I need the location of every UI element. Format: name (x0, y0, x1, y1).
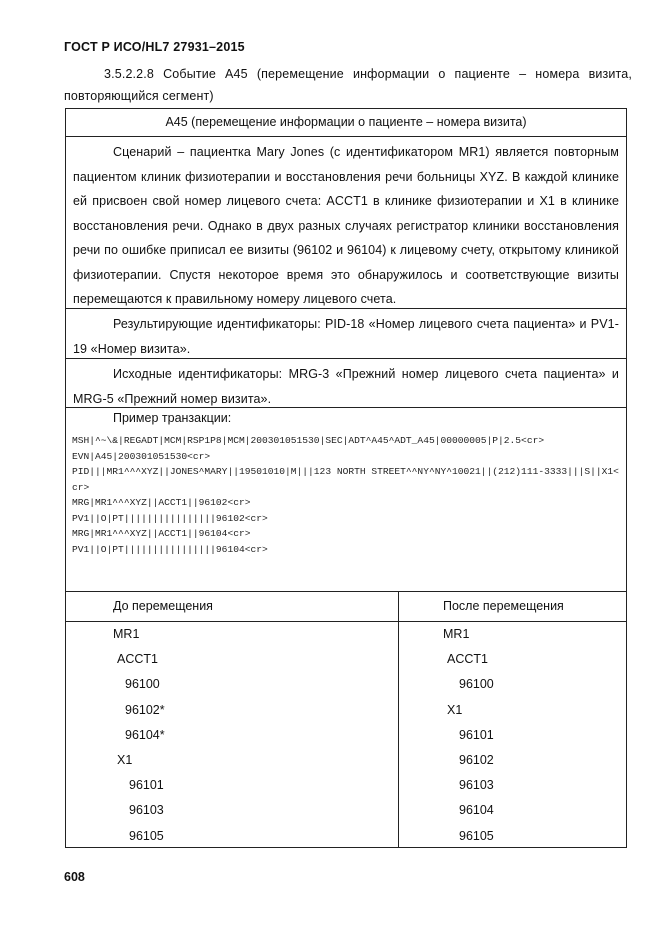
source-ids-text: Исходные идентификаторы: MRG-3 «Прежний номер лицевого счета пациента» и MRG-5 «Прежний номер визита». (73, 367, 619, 406)
list-item: 96104 (459, 803, 494, 818)
list-item: MR1 (443, 627, 470, 641)
result-ids-text: Результирующие идентификаторы: PID-18 «Номер лицевого счета пациента» и PV1-19 «Номер визита». (73, 317, 619, 356)
example-code: MSH|^~\&|REGADT|MCM|RSP1P8|MCM|200301051530|SEC|ADT^A45^ADT_A45|00000005|P|2.5<cr> EVN|A45|200301051530<cr> PID|||MR1^^^XYZ||JONES^MARY||19501010|M|||123 NORTH STREET^^NY^NY^10021||(212)111-3333|||S||X1<cr> MRG|MR1^^^XYZ||ACCT1||96102<cr> PV1||O|PT||||||||||||||||96102<cr> MRG|MR1^^^XYZ||ACCT1||96104<cr> PV1||O|PT||||||||||||||||96104<cr> (72, 435, 619, 555)
after-header: После перемещения (443, 599, 564, 613)
source-ids-row (66, 359, 626, 408)
section-intro: 3.5.2.2.8 Событие A45 (перемещение информации о пациенте – номера визита, повторяющийся сегмент) (64, 67, 632, 103)
list-item: MR1 (113, 627, 140, 641)
column-divider (398, 592, 399, 847)
scenario-text: Сценарий – пациентка Mary Jones (с идентификатором MR1) является повторным пациентом клиник физиотерапии и восстановления речи больницы XYZ. В каждой клинике ей присвоен свой номер лицевого счета: ACCT1 в клинике физиотерапии и X1 в клинике восстановления речи. Однако в двух разных случаях регистратор клиники восстановления речи по ошибке приписал ее визиты (96102 и 96104) к лицевому счету, открытому клиникой физиотерапии. Спустя некоторое время это обнаружилось и соответствующие визиты перемещаются к правильному номеру лицевого счета. (73, 145, 619, 306)
list-item: 96103 (459, 778, 494, 793)
list-item: X1 (117, 752, 133, 767)
list-item: 96102 (459, 752, 494, 767)
list-item: X1 (447, 702, 463, 717)
result-ids-row (66, 309, 626, 359)
before-header: До перемещения (113, 599, 213, 613)
page-number: 608 (64, 870, 85, 884)
before-column (113, 622, 165, 849)
table-title: A45 (перемещение информации о пациенте – номера визита) (66, 109, 626, 137)
list-item: 96101 (129, 778, 164, 793)
list-item: 96104* (125, 727, 165, 742)
list-item: ACCT1 (447, 652, 488, 667)
list-item: 96102* (125, 702, 165, 717)
document-code: ГОСТ Р ИСО/HL7 27931–2015 (64, 40, 245, 54)
list-item: 96100 (125, 677, 160, 692)
scenario-row (66, 137, 626, 309)
example-label: Пример транзакции: (113, 411, 232, 425)
event-table (65, 108, 627, 848)
list-item: 96101 (459, 727, 494, 742)
list-item: 96105 (459, 828, 494, 843)
list-item: 96100 (459, 677, 494, 692)
example-row (66, 408, 626, 592)
list-item: 96103 (129, 803, 164, 818)
list-item: 96105 (129, 828, 164, 843)
after-column (443, 622, 494, 849)
columns-header-row (66, 592, 626, 622)
list-item: ACCT1 (117, 652, 158, 667)
